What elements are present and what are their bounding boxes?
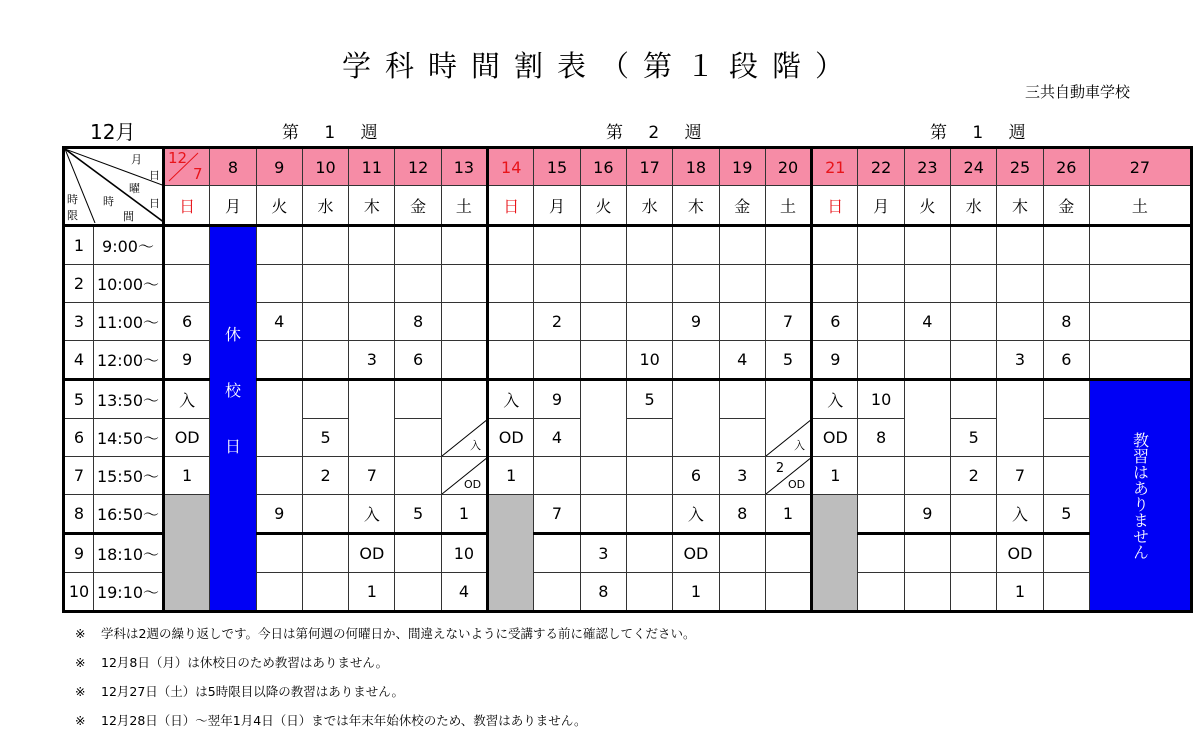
schedule-cell [997,303,1043,341]
period-row-1 [64,226,1192,265]
weekday-cell-13: 土 [441,186,487,226]
date-cell-14: 14 [488,148,534,186]
period-time: 11:00〜 [94,303,164,341]
date-cell-8: 8 [210,148,256,186]
holiday-text [210,227,255,475]
date-cell-25: 25 [997,148,1043,186]
corner-period: 時 [67,193,78,206]
school-name: 三共自動車学校 [1024,83,1130,101]
corner-weekday-day: 日 [149,197,160,210]
schedule-cell [488,265,534,303]
schedule-cell: 7 [765,303,811,341]
period-number: 4 [64,341,94,380]
schedule-cell [951,573,997,612]
schedule-cell [256,341,302,380]
schedule-cell [349,380,395,457]
schedule-cell [1089,341,1191,380]
date-cell-24: 24 [951,148,997,186]
period-number: 10 [64,573,94,612]
schedule-cell: 9 [904,495,950,534]
schedule-cell: 2 [302,457,348,495]
date-cell-20: 20 [765,148,811,186]
date-cell-19: 19 [719,148,765,186]
schedule-cell: 3 [997,341,1043,380]
note-3: ※ 12月27日（土）は5時限目以降の教習はありません。 [75,684,405,699]
schedule-cell [1043,419,1089,457]
corner-weekday: 曜 [129,182,140,195]
schedule-cell [534,226,580,265]
schedule-cell [302,495,348,534]
schedule-cell [1089,226,1191,265]
schedule-cell [765,573,811,612]
schedule-cell: 6 [1043,341,1089,380]
schedule-cell [395,457,441,495]
schedule-cell: OD [349,534,395,573]
schedule-cell [858,573,904,612]
schedule-cell [719,303,765,341]
schedule-cell [580,380,626,457]
corner-time: 時 [103,195,114,208]
note-4: ※ 12月28日（日）〜翌年1月4日（日）までは年末年始休校のため、教習はありません。 [75,713,587,728]
weekday-cell-12: 金 [395,186,441,226]
weekday-cell-16: 火 [580,186,626,226]
schedule-cell [302,534,348,573]
schedule-cell [765,534,811,573]
schedule-cell [951,380,997,419]
period-time: 9:00〜 [94,226,164,265]
period-number: 7 [64,457,94,495]
period-time: 15:50〜 [94,457,164,495]
schedule-cell [302,303,348,341]
schedule-cell: 入 [164,380,210,419]
schedule-cell [626,573,672,612]
schedule-cell: 1 [765,495,811,534]
schedule-cell [256,457,302,495]
weekday-cell-19: 金 [719,186,765,226]
note-1: ※ 学科は2週の繰り返しです。今日は第何週の何曜日か、間違えないように受講する前に確認してください。 [75,626,696,641]
schedule-cell: 4 [904,303,950,341]
schedule-cell [858,265,904,303]
schedule-cell: 5 [1043,495,1089,534]
schedule-cell [673,265,719,303]
schedule-cell [164,226,210,265]
schedule-cell: 1 [349,573,395,612]
schedule-cell: 入 [349,495,395,534]
schedule-cell [904,380,950,457]
split-cell [441,457,487,495]
schedule-cell [626,265,672,303]
schedule-cell [719,419,765,457]
schedule-cell [904,226,950,265]
schedule-cell: 6 [164,303,210,341]
no-class-block: 教習はありません [1089,380,1191,612]
schedule-cell [1089,265,1191,303]
corner-header [64,148,164,226]
closed-cell [164,495,210,612]
schedule-cell [858,303,904,341]
date-cell-7 [164,148,210,186]
weekday-cell-11: 木 [349,186,395,226]
schedule-cell [1043,573,1089,612]
weekday-cell-22: 月 [858,186,904,226]
schedule-cell: 7 [997,457,1043,495]
schedule-cell: 3 [719,457,765,495]
schedule-cell [395,573,441,612]
schedule-cell: 7 [349,457,395,495]
weekday-cell-26: 金 [1043,186,1089,226]
schedule-cell: 6 [673,457,719,495]
notes [75,624,695,740]
split-cell-label: 入 [470,439,482,452]
schedule-cell: 9 [812,341,858,380]
schedule-cell [719,534,765,573]
split-cell [441,380,487,457]
schedule-cell [1089,303,1191,341]
schedule-cell: 1 [812,457,858,495]
date-cell-17: 17 [626,148,672,186]
schedule-cell [951,534,997,573]
schedule-cell [488,226,534,265]
split-cell-label: 入 [794,439,806,452]
schedule-cell [580,226,626,265]
schedule-cell [812,226,858,265]
corner-diagonals [65,149,165,223]
schedule-cell [1043,457,1089,495]
schedule-cell [395,226,441,265]
schedule-cell: 4 [441,573,487,612]
schedule-cell: 8 [395,303,441,341]
schedule-cell: 入 [673,495,719,534]
schedule-cell: 5 [951,419,997,457]
schedule-cell [534,341,580,380]
schedule-cell [164,265,210,303]
period-number: 9 [64,534,94,573]
period-time: 14:50〜 [94,419,164,457]
schedule-cell [395,419,441,457]
weekday-cell-21: 日 [812,186,858,226]
schedule-cell: 3 [580,534,626,573]
schedule-cell [302,265,348,303]
weekday-cell-25: 木 [997,186,1043,226]
schedule-cell [580,303,626,341]
week-label-1: 第 1 週 [282,123,388,143]
schedule-cell: 9 [164,341,210,380]
schedule-cell [534,265,580,303]
schedule-cell: 1 [673,573,719,612]
schedule-cell: 1 [997,573,1043,612]
schedule-cell: 1 [164,457,210,495]
schedule-cell [1043,226,1089,265]
split-cell-label: OD [788,478,806,491]
schedule-cell: 8 [719,495,765,534]
weekday-cell-14: 日 [488,186,534,226]
schedule-cell [302,573,348,612]
schedule-cell [626,303,672,341]
schedule-cell [997,380,1043,457]
schedule-cell: 4 [534,419,580,457]
date-cell-12: 12 [395,148,441,186]
schedule-cell [441,341,487,380]
schedule-cell: OD [488,419,534,457]
schedule-cell [997,226,1043,265]
schedule-cell: 6 [395,341,441,380]
schedule-cell [904,265,950,303]
schedule-cell [580,265,626,303]
schedule-cell [395,534,441,573]
schedule-cell: 4 [719,341,765,380]
period-time: 12:00〜 [94,341,164,380]
schedule-cell [395,380,441,419]
date-cell-10: 10 [302,148,348,186]
schedule-cell: 4 [256,303,302,341]
schedule-cell: 7 [534,495,580,534]
schedule-cell: 5 [395,495,441,534]
schedule-cell: 入 [997,495,1043,534]
week-label-2: 第 2 週 [606,123,712,143]
date-cell-22: 22 [858,148,904,186]
schedule-cell [673,380,719,457]
date-cell-11: 11 [349,148,395,186]
date-cell-21: 21 [812,148,858,186]
schedule-cell [673,341,719,380]
header-weekday-row [64,186,1192,226]
schedule-cell: OD [164,419,210,457]
period-number: 2 [64,265,94,303]
split-cell-label: OD [463,478,482,491]
period-number: 1 [64,226,94,265]
schedule-cell [302,341,348,380]
month-label: 12月 [90,120,136,144]
period-number: 3 [64,303,94,341]
schedule-cell: 5 [626,380,672,419]
weekday-cell-20: 土 [765,186,811,226]
schedule-cell: 1 [441,495,487,534]
schedule-cell [349,303,395,341]
schedule-cell [256,573,302,612]
schedule-cell [951,226,997,265]
period-time: 18:10〜 [94,534,164,573]
date-cell-23: 23 [904,148,950,186]
schedule-cell [534,534,580,573]
schedule-cell: 9 [256,495,302,534]
schedule-cell [1043,265,1089,303]
period-number: 5 [64,380,94,419]
schedule-cell [719,573,765,612]
schedule-cell [951,341,997,380]
schedule-cell [626,495,672,534]
weekday-cell-17: 水 [626,186,672,226]
holiday-char: 日 [224,437,241,456]
weekday-cell-18: 木 [673,186,719,226]
schedule-cell [904,573,950,612]
first-date-month: 12 [168,149,188,167]
closed-cell [812,495,858,612]
corner-month: 月 [131,153,142,166]
schedule-cell: 5 [302,419,348,457]
split-cell [765,457,811,495]
schedule-cell [626,534,672,573]
schedule-cell: 2 [951,457,997,495]
schedule-cell [488,303,534,341]
corner-day: 日 [149,169,160,182]
schedule-cell: 9 [673,303,719,341]
date-cell-26: 26 [1043,148,1089,186]
period-time: 10:00〜 [94,265,164,303]
date-cell-27: 27 [1089,148,1191,186]
schedule-cell: 入 [488,380,534,419]
schedule-cell: 2 [534,303,580,341]
schedule-cell [256,226,302,265]
period-time: 19:10〜 [94,573,164,612]
weekday-cell-15: 月 [534,186,580,226]
schedule-cell [858,341,904,380]
schedule-cell [256,380,302,457]
split-cell-top-label: 2 [775,461,785,476]
schedule-cell [441,303,487,341]
schedule-cell [302,226,348,265]
weekday-cell-27: 土 [1089,186,1191,226]
holiday-char: 休 [224,325,241,344]
schedule-cell [951,495,997,534]
page-title: 学科時間割表（第１段階） [341,49,858,83]
schedule-cell [441,226,487,265]
schedule-cell [1043,380,1089,419]
schedule-cell [626,226,672,265]
schedule-cell [951,265,997,303]
schedule-cell [719,380,765,419]
weekday-cell-7: 日 [164,186,210,226]
schedule-cell [395,265,441,303]
schedule-cell: 10 [441,534,487,573]
schedule-cell [580,495,626,534]
schedule-cell [256,265,302,303]
schedule-cell [256,534,302,573]
schedule-cell [580,341,626,380]
date-cell-16: 16 [580,148,626,186]
schedule-cell [765,265,811,303]
timetable [62,146,1193,613]
schedule-cell [626,419,672,457]
schedule-cell [302,380,348,419]
date-cell-18: 18 [673,148,719,186]
schedule-cell: 10 [858,380,904,419]
schedule-cell: 9 [534,380,580,419]
schedule-cell [904,457,950,495]
holiday-block [210,226,256,612]
period-number: 8 [64,495,94,534]
schedule-cell [626,457,672,495]
schedule-cell: 入 [812,380,858,419]
weekday-cell-10: 水 [302,186,348,226]
schedule-cell: OD [673,534,719,573]
schedule-cell: 10 [626,341,672,380]
schedule-cell [673,226,719,265]
period-number: 6 [64,419,94,457]
schedule-cell: 8 [1043,303,1089,341]
corner-time-interval: 間 [123,210,134,223]
week-label-3: 第 1 週 [930,123,1036,143]
schedule-cell [534,457,580,495]
schedule-cell [534,573,580,612]
header-date-row [64,148,1192,186]
schedule-cell [951,303,997,341]
schedule-cell [858,226,904,265]
schedule-cell [349,226,395,265]
schedule-cell [441,265,487,303]
weekday-cell-8: 月 [210,186,256,226]
period-time: 13:50〜 [94,380,164,419]
period-time: 16:50〜 [94,495,164,534]
schedule-cell [1043,534,1089,573]
holiday-char: 校 [224,381,241,400]
schedule-cell [580,457,626,495]
closed-cell [488,495,534,612]
schedule-cell [858,457,904,495]
schedule-cell [349,265,395,303]
schedule-cell [812,265,858,303]
schedule-cell: 5 [765,341,811,380]
schedule-cell [858,534,904,573]
note-2: ※ 12月8日（月）は休校日のため教習はありません。 [75,655,389,670]
split-cell [765,380,811,457]
schedule-cell: OD [812,419,858,457]
date-cell-13: 13 [441,148,487,186]
schedule-cell: 1 [488,457,534,495]
corner-period-limit: 限 [67,209,78,222]
weekday-cell-24: 水 [951,186,997,226]
schedule-cell: 8 [580,573,626,612]
schedule-cell [997,265,1043,303]
schedule-cell [719,226,765,265]
date-cell-15: 15 [534,148,580,186]
schedule-cell [904,534,950,573]
schedule-cell [765,226,811,265]
weekday-cell-23: 火 [904,186,950,226]
date-cell-9: 9 [256,148,302,186]
schedule-cell [858,495,904,534]
schedule-cell: 8 [858,419,904,457]
schedule-cell: 6 [812,303,858,341]
schedule-cell [719,265,765,303]
weekday-cell-9: 火 [256,186,302,226]
schedule-cell [488,341,534,380]
schedule-cell: OD [997,534,1043,573]
first-date-day: 7 [193,165,203,183]
schedule-cell: 3 [349,341,395,380]
schedule-cell [904,341,950,380]
